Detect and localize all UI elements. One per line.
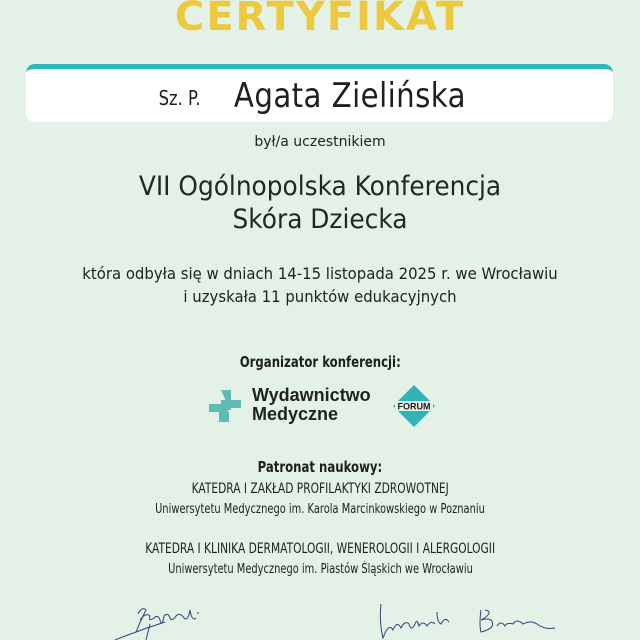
recipient-name: Agata Zielińska	[234, 75, 467, 116]
participation-text: był/a uczestnikiem	[254, 134, 386, 150]
conference-title	[0, 170, 640, 236]
recipient-prefix: Sz. P.	[158, 85, 201, 110]
conference-info-line2: i uzyskała 11 punktów edukacyjnych	[183, 287, 457, 306]
conference-title-line1: VII Ogólnopolska Konferencja	[138, 171, 502, 202]
patron-2-name: KATEDRA I KLINIKA DERMATOLOGII, WENEROLOGII I ALERGOLOGII	[145, 541, 495, 557]
patron-1-university: Uniwersytetu Medycznego im. Karola Marcinkowskiego w Poznaniu	[155, 502, 485, 517]
organizer-label: Organizator konferencji:	[239, 353, 401, 371]
forum-logo-diamond-icon	[392, 384, 436, 428]
recipient-name-box	[26, 64, 613, 122]
wydawnictwo-medyczne-logo: Wydawnictwo Medyczne	[252, 385, 371, 424]
organizer-logos	[0, 382, 640, 432]
signature-left	[110, 598, 240, 640]
certificate-title: CERTYFIKAT	[174, 0, 466, 40]
patron-1-name: KATEDRA I ZAKŁAD PROFILAKTYKI ZDROWOTNEJ	[191, 481, 449, 497]
conference-info	[0, 262, 640, 308]
forum-logo-text: FORUM	[397, 401, 431, 412]
cross-icon	[207, 388, 243, 424]
patronage-label: Patronat naukowy:	[257, 458, 383, 476]
signature-right	[375, 598, 575, 640]
conference-info-line1: która odbyła się w dniach 14-15 listopada 2025 r. we Wrocławiu	[82, 264, 558, 283]
patron-2-university: Uniwersytetu Medycznego im. Piastów Śląskich we Wrocławiu	[167, 562, 473, 577]
conference-title-line2: Skóra Dziecka	[232, 204, 408, 235]
